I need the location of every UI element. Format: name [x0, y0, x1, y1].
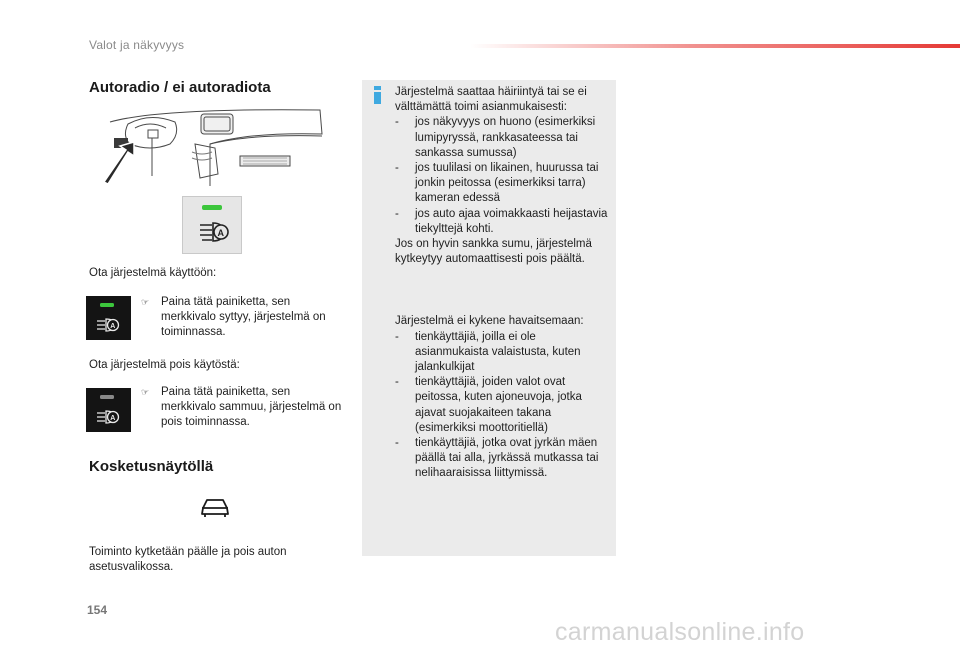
auto-high-beam-button-on [86, 296, 131, 340]
list-item: - jos näkyvyys on huono (esimerkiksi lumipyryssä, rankkasateessa tai sankassa sumussa) [395, 116, 596, 159]
info-panel-body [395, 85, 610, 482]
info-icon [371, 86, 383, 104]
auto-high-beam-button-off [86, 388, 131, 432]
svg-text:A: A [110, 415, 116, 422]
car-icon [199, 495, 231, 519]
list-item: - jos tuulilasi on likainen, huurussa tai jonkin peitossa (esimerkiksi tarra) kameran edessä [395, 162, 599, 205]
enable-step [141, 295, 343, 340]
list-item: - tienkäyttäjiä, joilla ei ole asianmukaista valaistusta, kuten jalankulkijat [395, 330, 581, 374]
disable-instruction-intro: Ota järjestelmä pois käytöstä: [89, 359, 240, 371]
auto-high-beam-button-illustration [182, 196, 242, 254]
watermark: carmanualsonline.info [555, 618, 805, 646]
heading-autoradio: Autoradio / ei autoradiota [89, 79, 271, 96]
svg-text:A: A [110, 323, 116, 330]
detect-intro: Järjestelmä ei kykene havaitsemaan: [395, 315, 584, 328]
list-item: - tienkäyttäjiä, joiden valot ovat peitossa, kuten ajoneuvoja, jotka ajavat suojakaiteen takana (esimerkiksi moottoritiellä) [395, 376, 582, 434]
svg-text:A: A [217, 228, 224, 238]
list-item: - jos auto ajaa voimakkaasti heijastavia tiekylttejä kohti. [395, 207, 608, 235]
page-number: 154 [87, 603, 108, 617]
enable-instruction-intro: Ota järjestelmä käyttöön: [89, 267, 217, 279]
info-panel [362, 80, 616, 556]
step-marker-icon: ☞ [141, 297, 150, 307]
section-label: Valot ja näkyvyys [89, 38, 185, 52]
heading-touchscreen: Kosketusnäytöllä [89, 458, 214, 475]
step-marker-icon: ☞ [141, 387, 150, 397]
enable-step-text: Paina tätä painiketta, sen merkkivalo syttyy, järjestelmä on toiminnassa. [161, 296, 326, 338]
dashboard-illustration [100, 104, 325, 186]
info-intro: Järjestelmä saattaa häiriintyä tai se ei välttämättä toimi asianmukaisesti: [395, 86, 587, 114]
disable-step-text: Paina tätä painiketta, sen merkkivalo sammuu, järjestelmä on pois toiminnassa. [161, 386, 342, 428]
disable-step [141, 385, 343, 430]
list-item: - tienkäyttäjiä, jotka ovat jyrkän mäen päällä tai alla, jyrkässä mutkassa tai nelihaaraisissa liittymissä. [395, 437, 599, 480]
fog-note: Jos on hyvin sankka sumu, järjestelmä kytkeytyy automaattisesti pois päältä. [395, 238, 592, 266]
touchscreen-text: Toiminto kytketään päälle ja pois auton asetusvalikossa. [89, 546, 287, 573]
header-accent-rule [470, 44, 960, 48]
